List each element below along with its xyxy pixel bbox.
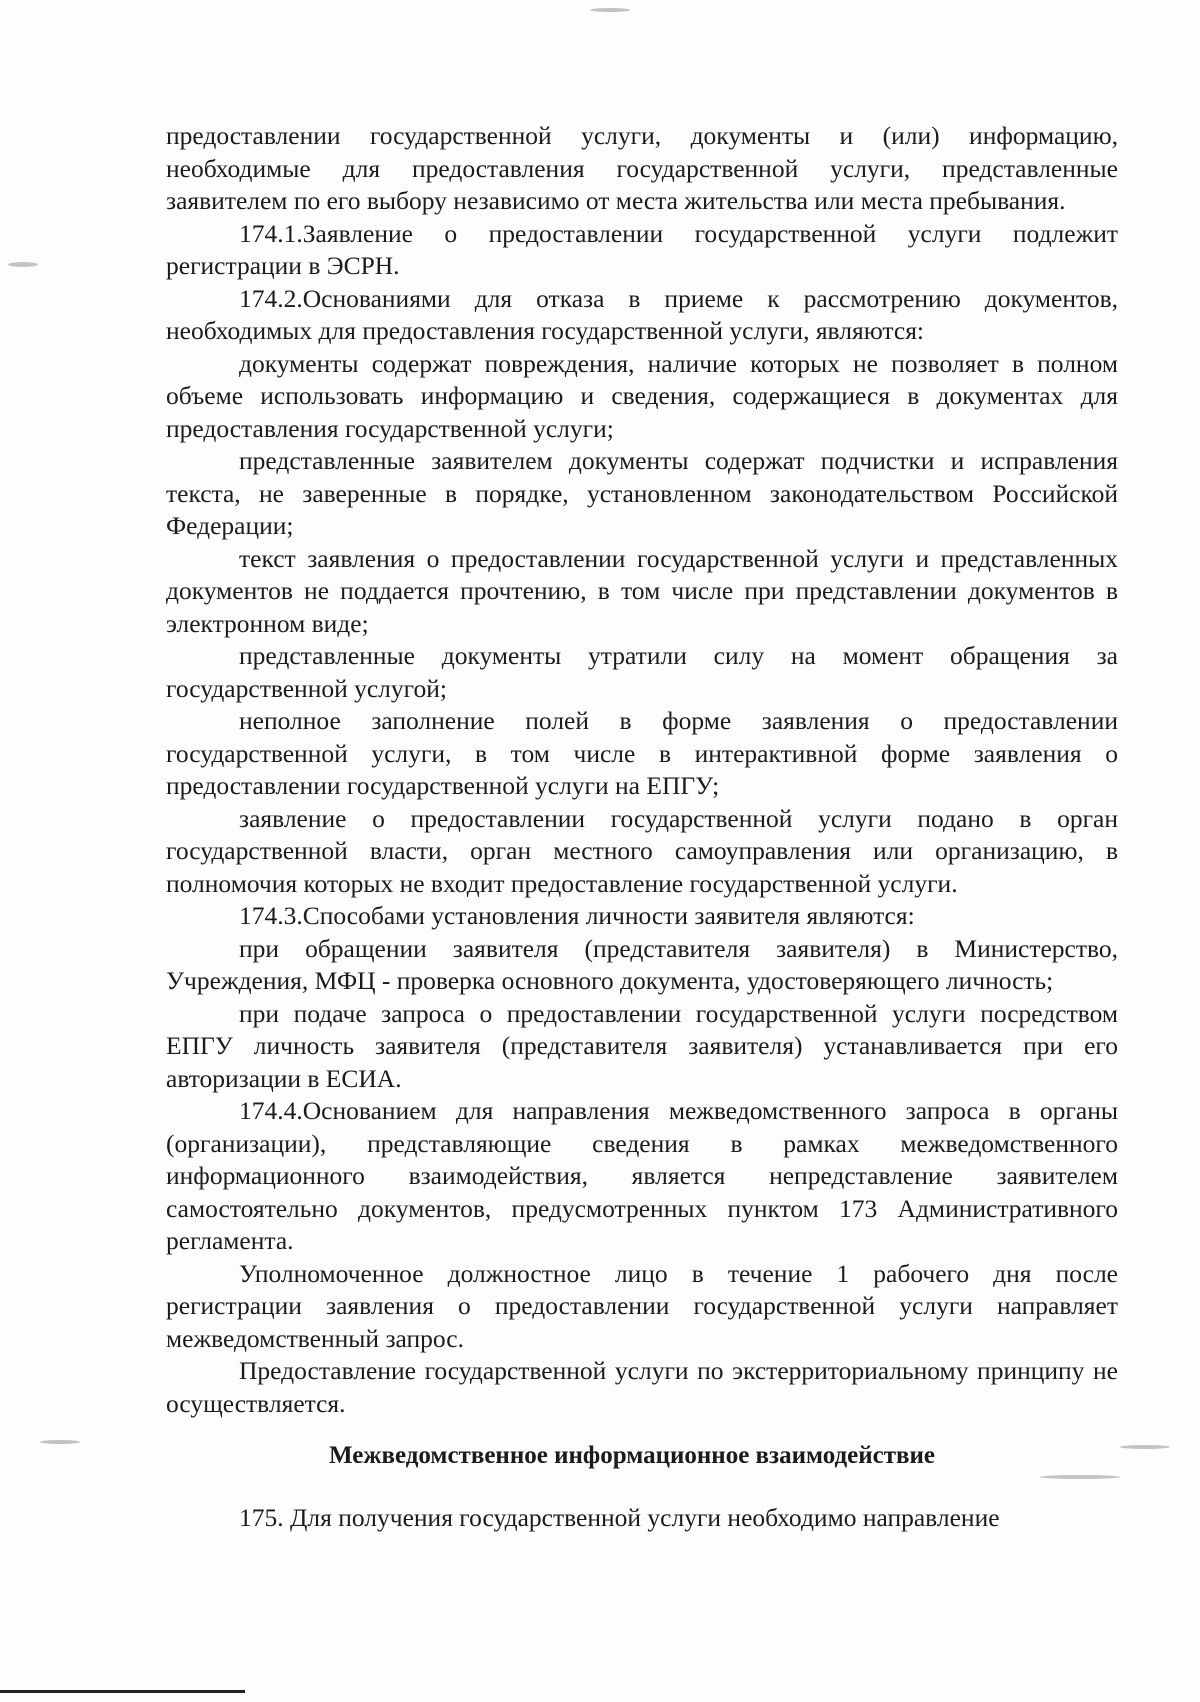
paragraph: при обращении заявителя (представителя заявителя) в Министерство, Учреждения, МФЦ - проверка основного документа, удостоверяющего личность;	[166, 933, 1118, 995]
section-heading: Межведомственное информационное взаимодействие	[329, 1442, 935, 1469]
scan-speck	[590, 8, 630, 12]
paragraph: при подаче запроса о предоставлении государственной услуги посредством ЕПГУ личность заявителя (представителя заявителя) устанавливается при его авторизации в ЕСИА.	[166, 998, 1118, 1093]
paragraph: заявление о предоставлении государственной услуги подано в орган государственной власти, орган местного самоуправления или организацию, в полномочия которых не входит предоставление государственной услуги.	[166, 803, 1118, 898]
paragraph: представленные заявителем документы содержат подчистки и исправления текста, не заверенные в порядке, установленном законодательством Российской Федерации;	[166, 446, 1118, 540]
paragraph: 174.3.Способами установления личности заявителя являются:	[239, 901, 915, 930]
bottom-edge-line	[0, 1690, 245, 1693]
paragraph: Уполномоченное должностное лицо в течение 1 рабочего дня после регистрации заявления о предоставлении государственной услуги направляет межведомственный запрос.	[166, 1258, 1118, 1353]
paragraph: 174.1.Заявление о предоставлении государственной услуги подлежит регистрации в ЭСРН.	[166, 218, 1118, 280]
scan-speck	[40, 1440, 80, 1444]
scan-speck	[1040, 1475, 1120, 1479]
paragraph: предоставлении государственной услуги, документы и (или) информацию, необходимые для предоставления государственной услуги, представленные заявителем по его выбору независимо от места жительства или места пребывания.	[166, 121, 1118, 215]
paragraph: представленные документы утратили силу на момент обращения за государственной услугой;	[166, 641, 1118, 703]
paragraph: текст заявления о предоставлении государственной услуги и представленных документов не поддается прочтению, в том числе при представлении документов в электронном виде;	[166, 543, 1118, 638]
paragraph: 174.4.Основанием для направления межведомственного запроса в органы (организации), представляющие сведения в рамках межведомственного информационного взаимодействия, является непредставление заявителем самостоятельно документов, предусмотренных пунктом 173 Административного регламента.	[166, 1096, 1118, 1255]
scan-speck	[1120, 1445, 1170, 1449]
paragraph: Предоставление государственной услуги по экстерриториальному принципу не осуществляется.	[166, 1356, 1118, 1418]
paragraph: неполное заполнение полей в форме заявления о предоставлении государственной услуги, в том числе в интерактивной форме заявления о предоставлении государственной услуги на ЕПГУ;	[166, 706, 1118, 800]
paragraph: 174.2.Основаниями для отказа в приеме к рассмотрению документов, необходимых для предоставления государственной услуги, являются:	[166, 283, 1118, 345]
paragraph: 175. Для получения государственной услуги необходимо направление	[239, 1503, 1000, 1532]
document-body	[166, 120, 1118, 1535]
paragraph: документы содержат повреждения, наличие которых не позволяет в полном объеме использовать информацию и сведения, содержащиеся в документах для предоставления государственной услуги;	[166, 348, 1118, 443]
scan-speck	[8, 262, 38, 267]
